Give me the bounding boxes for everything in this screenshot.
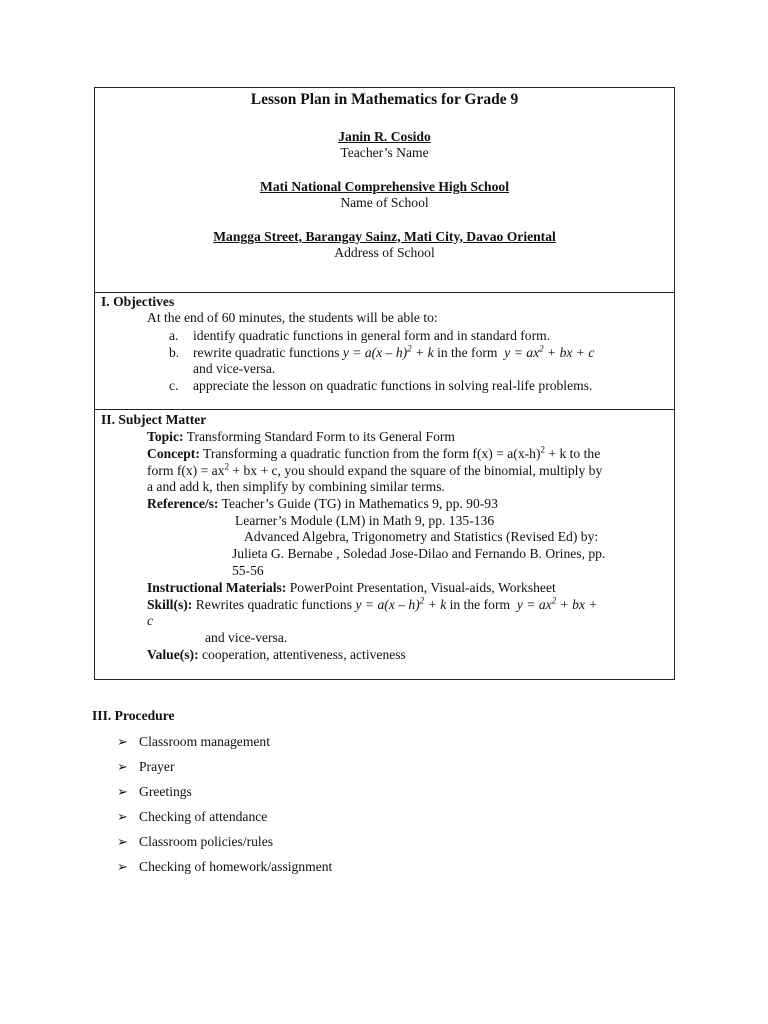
skills-line-tail: and vice-versa. (205, 630, 288, 645)
skills-formula-general: $y = ax^2$ + bx + (516, 595, 598, 612)
arrow-bullet-icon: ➢ (117, 859, 128, 874)
reference-label: Reference/s: (147, 496, 219, 511)
reference-line-5: 55-56 (232, 563, 264, 578)
reference-line-1: Reference/s: Teacher’s Guide (TG) in Mathematics 9, pp. 90-93 (147, 496, 498, 511)
objective-b-text-2: in the form (437, 345, 498, 360)
objective-b-text-3: and vice-versa. (193, 361, 276, 376)
procedure-item: ➢ Classroom policies/rules (117, 834, 274, 849)
reference-line-2: Learner’s Module (LM) in Math 9, pp. 135-136 (235, 513, 495, 528)
school-caption: Name of School (340, 195, 429, 210)
procedure-item: ➢ Classroom management (117, 734, 270, 749)
arrow-bullet-icon: ➢ (117, 734, 128, 749)
procedure-heading: III. Procedure (92, 708, 175, 723)
objective-b-marker: b. (169, 345, 180, 360)
objective-b-text-1: rewrite quadratic functions (193, 345, 340, 360)
objective-b-formula-general: $y = ax^2$ + bx + c (504, 343, 595, 360)
procedure-item: ➢ Prayer (117, 759, 175, 774)
objective-b-formula-standard: y = a(x – h)$^2$ + k (342, 343, 434, 360)
arrow-bullet-icon: ➢ (117, 834, 128, 849)
teacher-caption: Teacher’s Name (340, 145, 429, 160)
subject-heading: II. Subject Matter (101, 412, 207, 427)
concept-line-3: a and add k, then simplify by combining similar terms. (147, 479, 445, 494)
objectives-intro: At the end of 60 minutes, the students will be able to: (147, 310, 438, 325)
values-label: Value(s): (147, 647, 199, 662)
objective-c-marker: c. (169, 378, 179, 393)
objective-a-marker: a. (169, 328, 179, 343)
concept-line-1: Concept: Transforming a quadratic function from the form $f(x) = a(x-h)^2 + k$ to the (147, 444, 601, 461)
procedure-item: ➢ Greetings (117, 784, 192, 799)
arrow-bullet-icon: ➢ (117, 759, 128, 774)
arrow-bullet-icon: ➢ (117, 809, 128, 824)
procedure-item: ➢ Checking of homework/assignment (117, 859, 333, 874)
arrow-bullet-icon: ➢ (117, 784, 128, 799)
teacher-name: Janin R. Cosido (338, 128, 431, 144)
reference-line-4: Julieta G. Bernabe , Soledad Jose-Dilao and Fernando B. Orines, pp. (232, 546, 606, 561)
topic-line (147, 429, 455, 446)
concept-line-2: form $f(x) = ax^2$ + bx + c, you should expand the square of the binomial, multiply by (147, 461, 603, 478)
document-title: Lesson Plan in Mathematics for Grade 9 (250, 91, 519, 108)
skills-line-c: c (147, 613, 154, 628)
objectives-heading: I. Objectives (101, 294, 175, 309)
materials-line: Instructional Materials: PowerPoint Presentation, Visual-aids, Worksheet (147, 580, 556, 595)
concept-label: Concept: (147, 446, 200, 461)
objective-a-text: identify quadratic functions in general form and in standard form. (193, 328, 551, 343)
materials-label: Instructional Materials: (147, 580, 287, 595)
topic-value: Transforming Standard Form to its General Form (186, 429, 456, 444)
header-box (94, 87, 675, 293)
objective-c-text: appreciate the lesson on quadratic functions in solving real-life problems. (193, 378, 593, 393)
procedure-item: ➢ Checking of attendance (117, 809, 268, 824)
objectives-box (94, 292, 675, 410)
address-caption: Address of School (334, 245, 435, 260)
skills-line: Skill(s): Rewrites quadratic functions y = a(x – h)$^2$ + k in the form $y = ax^2$ + bx + (147, 595, 598, 612)
values-line: Value(s): cooperation, attentiveness, activeness (147, 647, 406, 662)
skills-formula-standard: y = a(x – h)$^2$ + k (355, 595, 447, 612)
topic-label: Topic: (147, 429, 184, 444)
objective-b-line (193, 345, 594, 362)
skills-label: Skill(s): (147, 597, 193, 612)
reference-line-3: Advanced Algebra, Trigonometry and Statistics (Revised Ed) by: (244, 529, 599, 544)
subject-matter-box (94, 409, 675, 680)
school-name: Mati National Comprehensive High School (260, 178, 509, 194)
school-address: Mangga Street, Barangay Sainz, Mati City, Davao Oriental (213, 228, 556, 244)
